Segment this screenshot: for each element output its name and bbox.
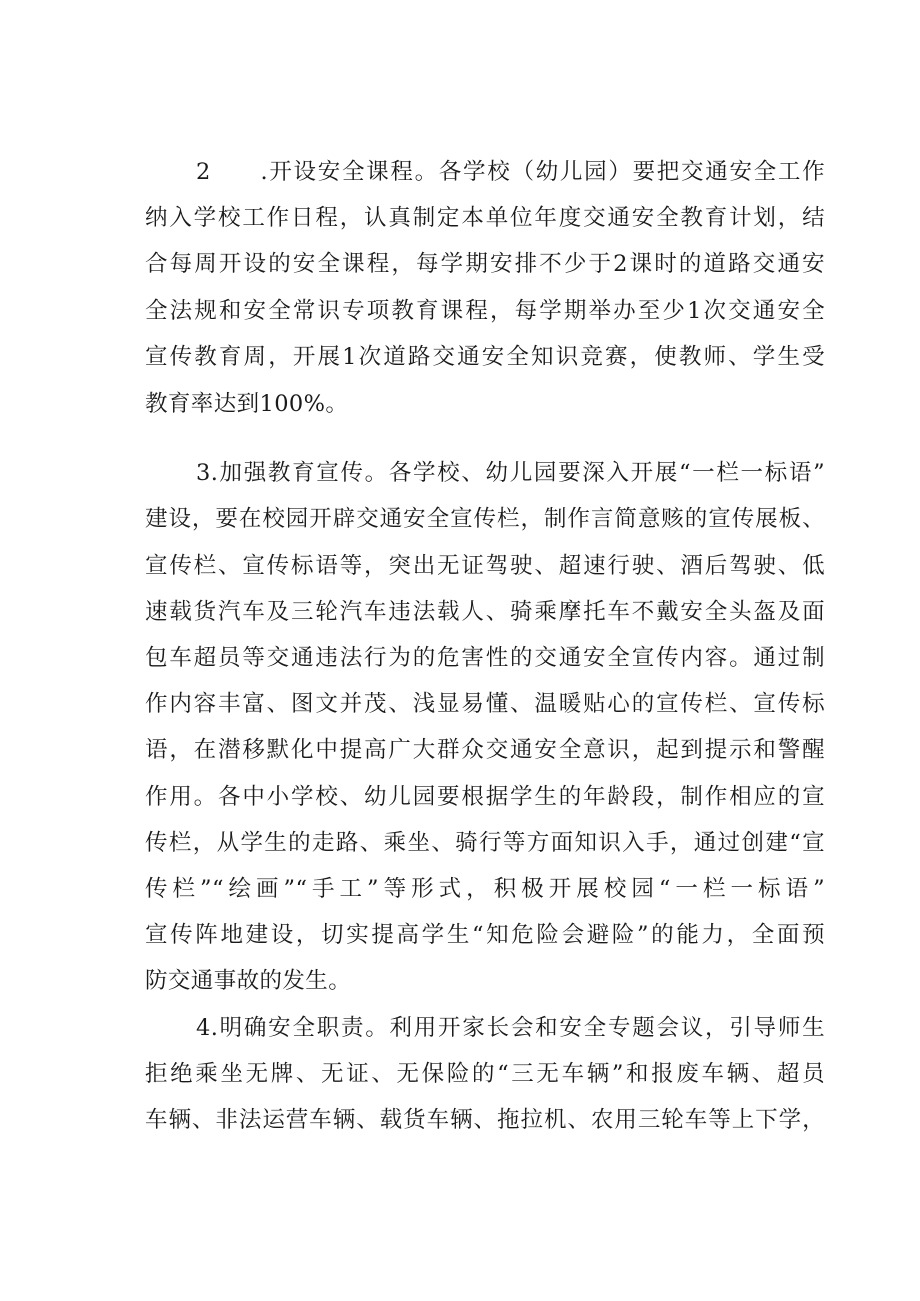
text-line: 宣传栏、宣传标语等，突出无证驾驶、超速行驶、酒后驾驶、低 [145, 553, 825, 579]
text-line: 作内容丰富、图文并茂、浅显易懂、温暖贴心的宣传栏、宣传标 [145, 691, 825, 717]
text-line: 作用。各中小学校、幼儿园要根据学生的年龄段，制作相应的宣 [145, 784, 825, 810]
text-line: 车辆、非法运营车辆、载货车辆、拖拉机、农用三轮车等上下学， [145, 1107, 825, 1133]
text-line: 4.明确安全职责。利用开家长会和安全专题会议，引导师生 [196, 1015, 825, 1041]
text-line: 传栏”“绘画”“手工”等形式，积极开展校园“一栏一标语” [145, 876, 825, 902]
text-line: 全法规和安全常识专项教育课程，每学期举办至少1次交通安全 [145, 298, 825, 324]
text-line: 防交通事故的发生。 [145, 968, 352, 994]
text-line: 包车超员等交通违法行为的危害性的交通安全宣传内容。通过制 [145, 645, 825, 671]
text-line: 建设，要在校园开辟交通安全宣传栏，制作言简意赅的宣传展板、 [145, 506, 825, 532]
text-line: 2 .开设安全课程。各学校（幼儿园）要把交通安全工作 [196, 159, 825, 185]
text-line: 纳入学校工作日程，认真制定本单位年度交通安全教育计划，结 [145, 205, 825, 231]
text-line: 教育率达到100%。 [145, 391, 349, 417]
text-line: 传栏，从学生的走路、乘坐、骑行等方面知识入手，通过创建“宣 [145, 830, 825, 856]
text-line: 宣传教育周，开展1次道路交通安全知识竞赛，使教师、学生受 [145, 344, 825, 370]
text-line: 合每周开设的安全课程，每学期安排不少于2课时的道路交通安 [145, 251, 825, 277]
text-line: 速载货汽车及三轮汽车违法载人、骑乘摩托车不戴安全头盔及面 [145, 599, 825, 625]
text-line: 拒绝乘坐无牌、无证、无保险的“三无车辆”和报废车辆、超员 [145, 1061, 825, 1087]
text-line: 语，在潜移默化中提高广大群众交通安全意识，起到提示和警醒 [145, 737, 825, 763]
text-line: 3.加强教育宣传。各学校、幼儿园要深入开展“一栏一标语” [196, 460, 825, 486]
text-line: 宣传阵地建设，切实提高学生“知危险会避险”的能力，全面预 [145, 922, 825, 948]
